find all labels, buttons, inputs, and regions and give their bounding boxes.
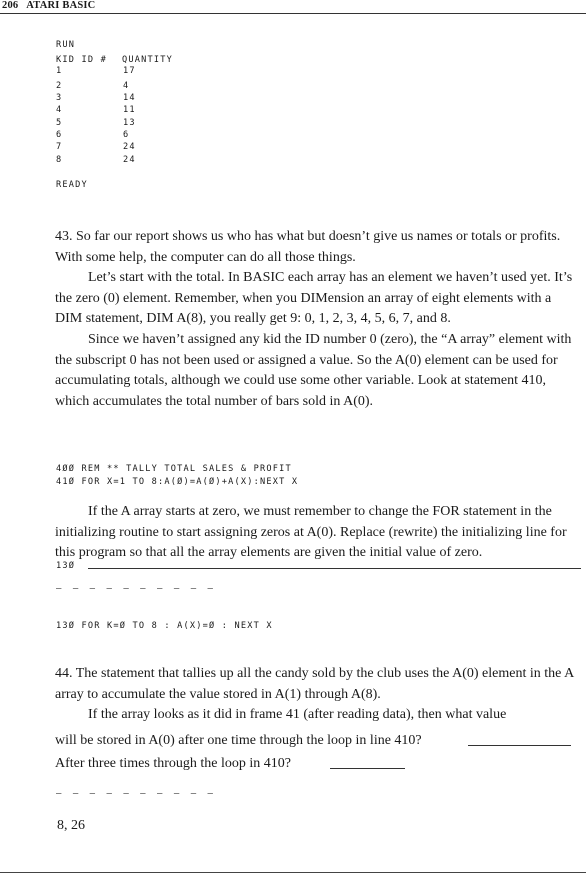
listing-row-qty: 17 bbox=[123, 66, 136, 76]
listing-row-qty: 13 bbox=[123, 118, 136, 128]
listing-row-id: 5 bbox=[56, 118, 63, 128]
listing-row-id: 7 bbox=[56, 142, 63, 152]
listing-row-qty: 14 bbox=[123, 93, 136, 103]
listing-row-id: 2 bbox=[56, 81, 63, 91]
frame-43-paragraph-4: If the A array starts at zero, we must remember to change the FOR statement in the initializing routine to start assigning zeros at A(0). Replace (rewrite) the initializing line for this program so that all the array elements are given the initial value of zero. bbox=[55, 504, 567, 561]
frame-44-intro: 44. The statement that tallies up all the candy sold by the club uses the A(0) element in the A array to accumulate the value stored in A(1) through A(8). bbox=[55, 666, 574, 702]
listing-ready: READY bbox=[56, 180, 88, 190]
frame-44-answer: 8, 26 bbox=[57, 818, 85, 833]
page-number: 206 bbox=[2, 0, 19, 11]
listing-row-qty: 4 bbox=[123, 81, 130, 91]
listing-row-id: 6 bbox=[56, 130, 63, 140]
section-divider: — — — — — — — — — — bbox=[56, 789, 216, 799]
listing-col-kid-id: KID ID # bbox=[56, 55, 107, 65]
question-two-blank[interactable] bbox=[330, 768, 405, 769]
listing-row-qty: 24 bbox=[123, 155, 136, 165]
listing-run: RUN bbox=[56, 40, 76, 50]
listing-row-id: 1 bbox=[56, 66, 63, 76]
header-rule bbox=[0, 13, 586, 14]
frame-44-paragraph-2: If the array looks as it did in frame 41 (after reading data), then what value bbox=[88, 707, 507, 722]
listing-row-qty: 6 bbox=[123, 130, 130, 140]
listing-col-quantity: QUANTITY bbox=[122, 55, 173, 65]
listing-row-qty: 24 bbox=[123, 142, 136, 152]
code-line-410: 41Ø FOR X=1 TO 8:A(Ø)=A(Ø)+A(X):NEXT X bbox=[56, 477, 299, 487]
footer-rule bbox=[0, 872, 586, 873]
book-title: ATARI BASIC bbox=[26, 0, 96, 11]
question-two: After three times through the loop in 410? bbox=[55, 756, 291, 771]
listing-row-id: 8 bbox=[56, 155, 63, 165]
section-divider: — — — — — — — — — — bbox=[56, 584, 216, 594]
answer-blank-line[interactable] bbox=[88, 568, 581, 569]
frame-43-intro: 43. So far our report shows us who has what but doesn’t give us names or totals or profits. With some help, the computer can do all those things. bbox=[55, 229, 561, 265]
listing-row-id: 4 bbox=[56, 105, 63, 115]
answer-line-130: 13Ø FOR K=Ø TO 8 : A(X)=Ø : NEXT X bbox=[56, 621, 273, 631]
code-line-400: 4ØØ REM ** TALLY TOTAL SALES & PROFIT bbox=[56, 464, 292, 474]
frame-43-paragraph-3: Since we haven’t assigned any kid the ID number 0 (zero), the “A array” element with the subscript 0 has not been used or assigned a value. So the A(0) element can be used for accumulating totals, although we could use some other variable. Look at statement 410, which accumulates the total number of bars sold in A(0). bbox=[55, 332, 572, 409]
answer-blank-label: 13Ø bbox=[56, 561, 76, 571]
question-one-blank[interactable] bbox=[468, 745, 571, 746]
listing-row-qty: 11 bbox=[123, 105, 136, 115]
running-header bbox=[2, 0, 95, 11]
frame-43-paragraph-2: Let’s start with the total. In BASIC each array has an element we haven’t used yet. It’s the zero (0) element. Remember, when you DIMension an array of eight elements with a DIM statement, DIM A(8), you really get 9: 0, 1, 2, 3, 4, 5, 6, 7, and 8. bbox=[55, 270, 573, 327]
listing-row-id: 3 bbox=[56, 93, 63, 103]
question-one: will be stored in A(0) after one time through the loop in line 410? bbox=[55, 733, 422, 748]
